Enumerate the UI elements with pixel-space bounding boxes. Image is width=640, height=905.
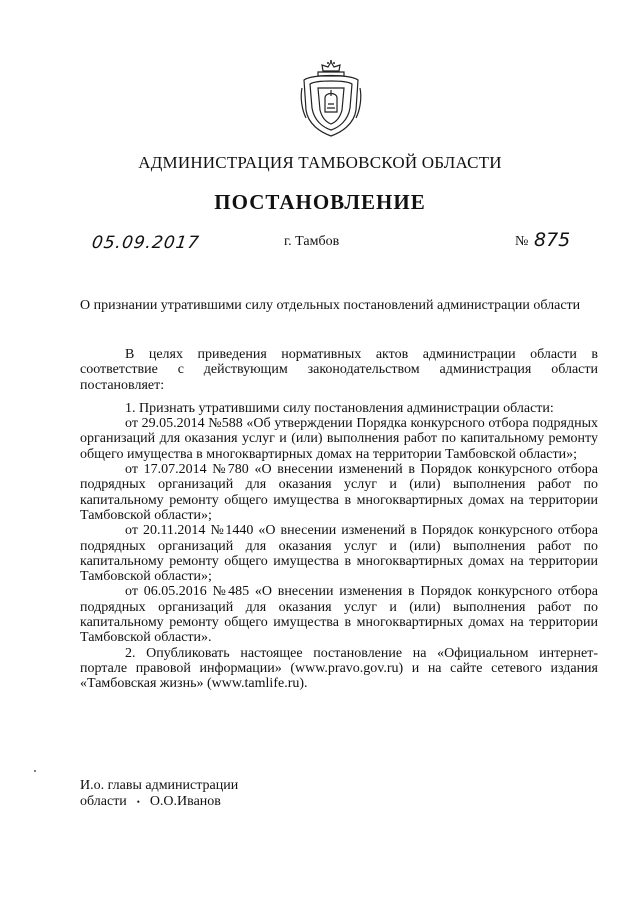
item1-intro: 1. Признать утратившими силу постановления администрации области: <box>125 400 554 416</box>
signatory-title-line2: области <box>80 793 127 809</box>
repealed-act-item: от 20.11.2014 №1440 «О внесении изменений в Порядок конкурсного отбора подрядных организаций для оказания услуг и (или) выполнения работ по капитальному ремонту общего имущества в многоквартирных домах на территории Тамбовской области»; <box>80 523 598 585</box>
document-type-title: ПОСТАНОВЛЕНИЕ <box>214 190 426 214</box>
handwritten-date: 05.09.2017 <box>90 233 201 253</box>
scan-speck-icon <box>34 770 36 772</box>
signatory-name: О.О.Иванов <box>149 793 221 809</box>
stray-mark-icon: • <box>136 796 140 807</box>
signature-block <box>80 778 238 810</box>
tambov-coat-of-arms-icon <box>298 58 364 138</box>
repealed-act-item: от 29.05.2014 №588 «Об утверждении Порядка конкурсного отбора подрядных организаций для оказания услуг и (или) выполнения работ по капитальному ремонту общего имущества в многоквартирных домах на территории Тамбовской области»; <box>80 416 598 462</box>
document-subject: О признании утратившими силу отдельных постановлений администрации области <box>80 298 581 313</box>
item2-paragraph: 2. Опубликовать настоящее постановление на «Официальном интернет-портале правовой информации» (www.pravo.gov.ru) и на сайте сетевого издания «Тамбовская жизнь» (www.tamlife.ru). <box>80 645 598 692</box>
signatory-title-line1: И.о. главы администрации <box>80 778 239 793</box>
coat-of-arms-icon <box>298 58 364 138</box>
organization-title: АДМИНИСТРАЦИЯ ТАМБОВСКОЙ ОБЛАСТИ <box>138 153 502 172</box>
repealed-act-item: от 06.05.2016 №485 «О внесении изменения в Порядок конкурсного отбора подрядных организаций для оказания услуг и (или) выполнения работ по капитальному ремонту общего имущества в многоквартирных домах на территории Тамбовской области». <box>80 584 598 646</box>
city-label: г. Тамбов <box>284 234 340 249</box>
handwritten-number: 875 <box>534 229 571 251</box>
number-label: № <box>515 234 529 249</box>
document-body <box>80 347 598 692</box>
repealed-act-item: от 17.07.2014 №780 «О внесении изменений в Порядок конкурсного отбора подрядных организаций для оказания услуг и (или) выполнения работ по капитальному ремонту общего имущества в многоквартирных домах на территории Тамбовской области»; <box>80 462 598 523</box>
preamble-paragraph: В целях приведения нормативных актов администрации области в соответствие с действующим законодательством администрация области постановляет: <box>80 347 598 393</box>
